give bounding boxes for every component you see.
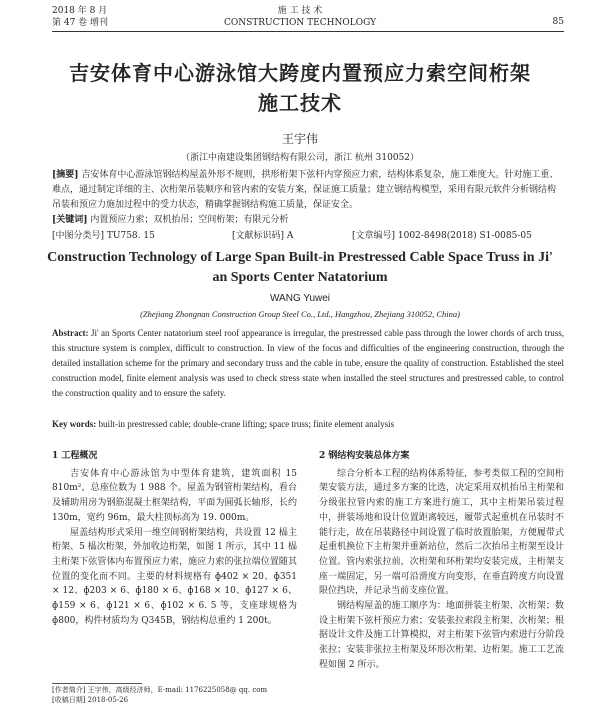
abstract-cn (52, 168, 564, 228)
section-heading-1: 1 工程概况 (52, 451, 98, 461)
article-title-cn: 吉安体育中心游泳馆大跨度内置预应力索空间桁架施工技术 (69, 61, 531, 115)
footnote (52, 685, 297, 705)
header-journal-en: CONSTRUCTION TECHNOLOGY (223, 18, 377, 28)
document-code: [文献标识码] A (232, 231, 294, 241)
author-name-en: WANG Yuwei (269, 293, 331, 304)
header-date: 2018 年 8 月 (52, 6, 108, 16)
abstract-en-label: Abstract: (52, 328, 89, 338)
keywords-en-label: Key words: (52, 419, 97, 429)
article-title-en: Construction Technology of Large Span Built-in Prestressed Cable Space Truss in Ji' an Sports Center Natatorium (47, 250, 553, 285)
author-name-cn: 王宇伟 (281, 132, 318, 146)
header-journal-name (200, 5, 400, 29)
header-volume: 第 47 卷 增刊 (52, 18, 109, 28)
abstract-en (52, 326, 564, 401)
abstract-cn-label: [摘要] (52, 170, 79, 180)
author-bio: [作者简介] 王宇伟，高级经济师，E-mail: 1176225058@ qq. com (52, 686, 268, 694)
affiliation-cn: （浙江中南建设集团钢结构有限公司，浙江 杭州 310052） (180, 153, 420, 163)
section1-paragraph: 吉安体育中心游泳馆为中型体育建筑，建筑面积 15 810m²，总座位数为 1 988 个。屋盖为钢管桁架结构，看台及辅助用房为钢筋混凝土框架结构，平面为圆弧长轴形，长约 130m，宽约 96m，最大柱顶标高为 19. 000m。 (52, 468, 297, 523)
section-heading-2: 2 钢结构安装总体方案 (319, 451, 410, 461)
received-date: [收稿日期] 2018-05-26 (52, 696, 129, 704)
header-page-number: 85 (552, 17, 564, 27)
header-issue-info (52, 5, 108, 29)
keywords-cn-text: 内置预应力索；双机抬吊；空间桁架；有限元分析 (90, 215, 289, 225)
header-divider (52, 31, 564, 32)
header-journal-cn: 施 工 技 术 (277, 6, 323, 16)
clc-number: [中图分类号] TU758. 15 (52, 231, 155, 241)
footnote-divider (52, 683, 142, 684)
keywords-en-text: built-in prestressed cable; double-crane lifting; space truss; finite element analysis (98, 419, 395, 429)
abstract-en-text: Ji' an Sports Center natatorium steel roof appearance is irregular, the prestressed cable pass through the lower chords of arch truss, this structure system is complex, difficult to construction. In view of the focus and difficulties of the engineering construction, through the detailed installation scheme for the primary and secondary truss and the cable in tube, ensure the quality of construction. Established the steel construction model, finite element analysis was used to check stress state when installed the steel structures and prestressed cable, to control the construction quality and to ensure the safety. (52, 328, 565, 398)
keywords-en (52, 419, 564, 429)
abstract-cn-text: 吉安体育中心游泳馆钢结构屋盖外形不规则，拱形桁架下弦杆内穿预应力索，结构体系复杂，施工难度大。针对施工重、难点，通过制定详细的主、次桁架吊装顺序和管内索的安装方案，保证施工质量；建立钢结构模型，采用有限元软件分析钢结构吊装和预应力施加过程中的受力状态，精确掌握钢结构施工质量，保证安全。 (52, 170, 559, 210)
body-column-right (319, 449, 564, 673)
affiliation-en: (Zhejiang Zhongnan Construction Group Steel Co., Ltd., Hangzhou, Zhejiang 310052, China) (140, 309, 460, 319)
section2-paragraph: 综合分析本工程的结构体系特征，参考类似工程的空间桁架安装方法，通过多方案的比选，决定采用双机抬吊主桁架和分级张拉管内索的施工方案进行施工，其中主桁架吊装过程中，拼装场地和设计位置距离较远，履带式起重机在吊装时不能行走，故在吊装路径中间设置了临时放置胎架，方便履带式起重机换位下主桁架并重新站位，然后二次抬吊主桁架至设计位置。管内索张拉前，次桁架和环桁架均安装完成，主桁架支座一端固定，另一端可沿滑度方向变形，在垂直跨度方向设置限位挡块，并记录当前支座位置。 (319, 468, 564, 597)
article-number: [文章编号] 1002-8498(2018) S1-0085-05 (352, 231, 532, 241)
section2-paragraph: 钢结构屋盖的施工顺序为：地面拼装主桁架、次桁架；数设主桁架下弦杆预应力索；安装张拉索段主桁架、次桁架；根据设计文件及施工计算模拟，对主桁架下弦管内索进行分阶段张拉；安装非张拉主桁架及环形次桁架、边桁架。施工工艺流程如图 2 所示。 (319, 601, 564, 670)
section1-paragraph: 屋盖结构形式采用一维空间钢桁架结构，共设置 12 榀主桁架、5 榀次桁架，外加收边桁架，如图 1 所示，其中 11 榀主桁架下弦管体内布置预应力索，施应力索的张拉端位置随其位置的变化而不同。主要的材料规格有 ɸ402 × 20、ɸ351 × 12、ɸ203 × 6、ɸ180 × 6、ɸ168 × 10、ɸ127 × 6、ɸ159 × 6、ɸ121 × 6、ɸ102 × 6. 5 等，支座球规格为 ɸ800，构件材质均为 Q345B，钢结构总重约 1 200t。 (52, 527, 297, 626)
keywords-cn-label: [关键词] (52, 215, 88, 225)
body-column-left (52, 449, 297, 628)
